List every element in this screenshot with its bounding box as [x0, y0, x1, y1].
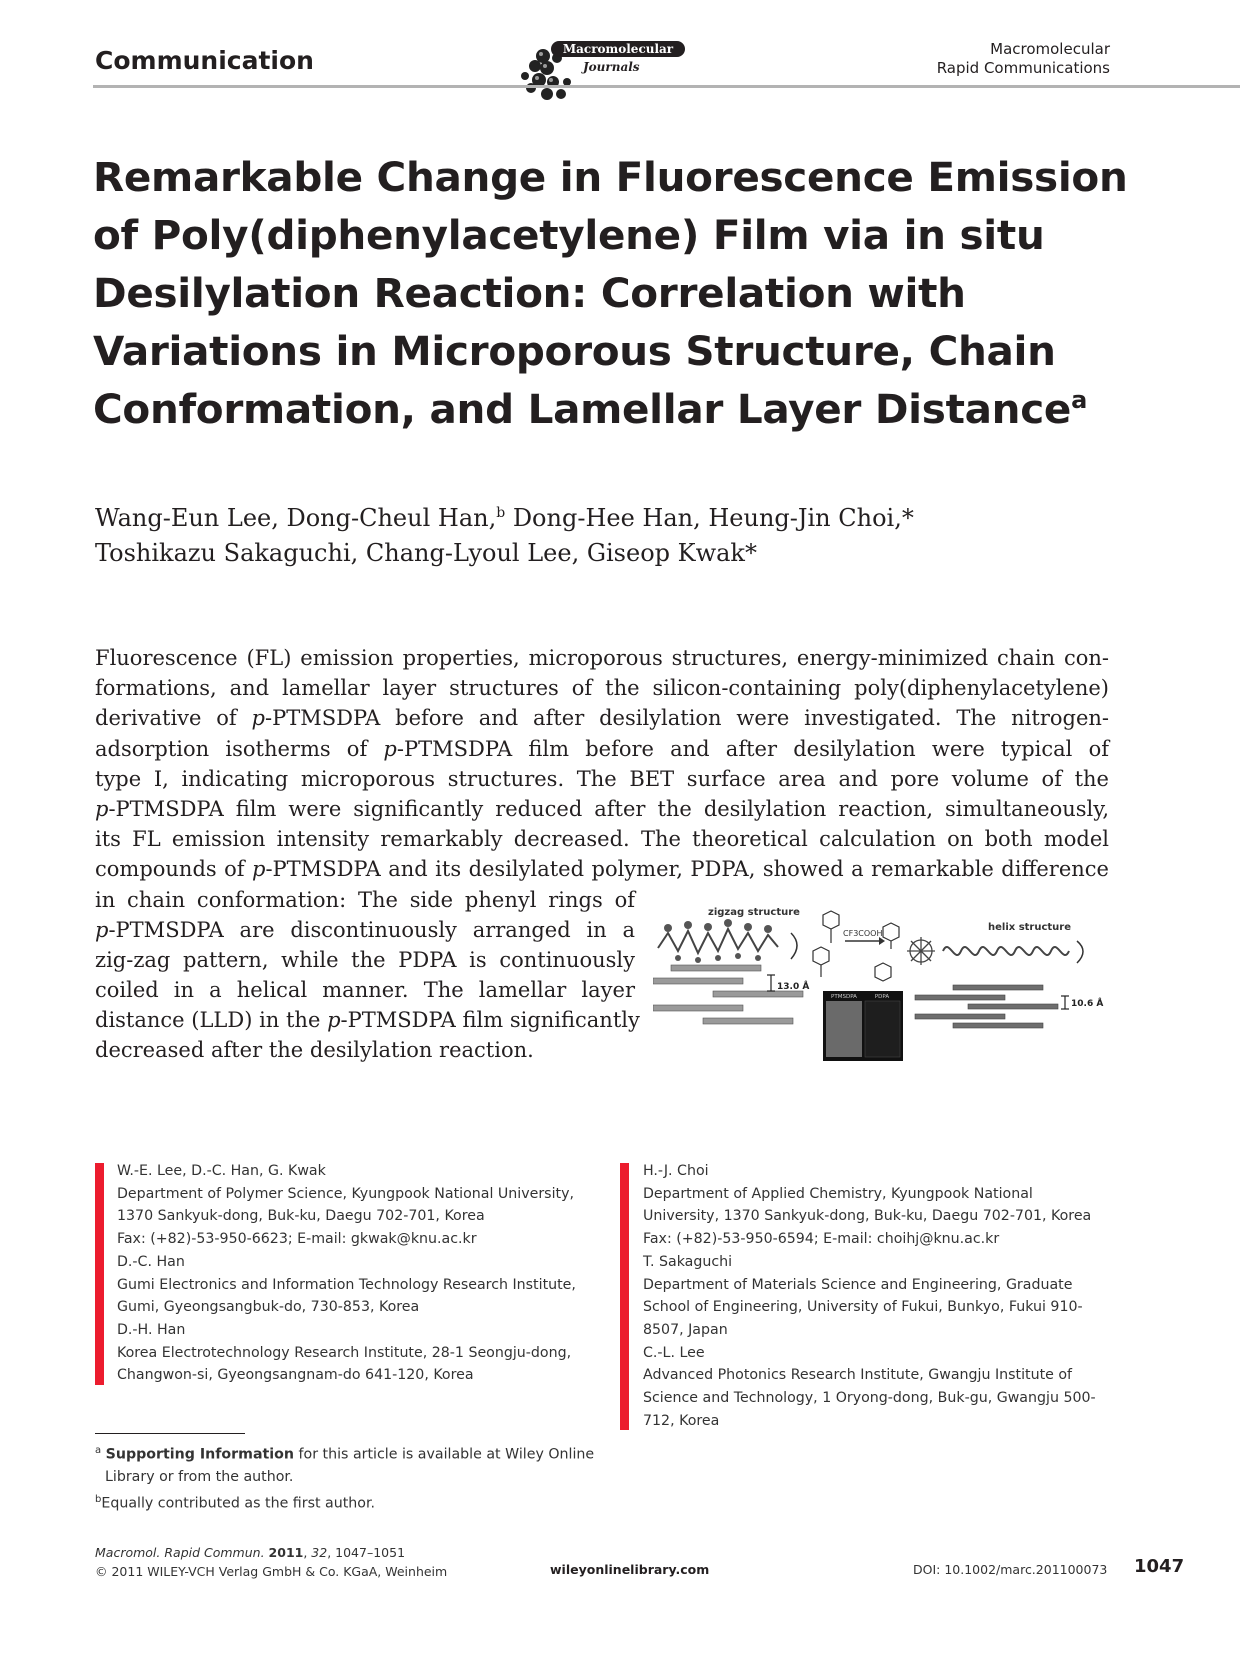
page-number: 1047 — [1134, 1556, 1185, 1577]
toc-graphic — [653, 903, 1113, 1063]
footnote-rule — [95, 1433, 245, 1434]
lamellar-layers-left — [653, 965, 803, 1024]
header-rule — [93, 85, 1240, 88]
zigzag-label: zigzag structure — [708, 907, 800, 918]
section-label: Communication — [95, 46, 314, 75]
abstract: Fluorescence (FL) emission properties, microporous structures, energy-minimized chain con- formations, and lamellar layer structures of the silicon-containing poly(diphenylacetylene) derivative of p-PTMSDPA before and after desilylation were investigated. The nitrogen- adsorption isotherms of p-PTMSDPA film before and after desilylation were typical of type I, indicating microporous structures. The BET surface area and pore volume of the p-PTMSDPA film were significantly reduced after the desilylation reaction, simultaneously, its FL emission intensity remarkably decreased. The theoretical calculation on both model compounds of p-PTMSDPA and its desilylated polymer, PDPA, showed a remarkable difference in chain conformation: The side phenyl rings of p-PTMSDPA are discontinuously arranged in a zig-zag pattern, while the PDPA is continuously coiled in a helical manner. The lamellar layer distance (LLD) in the p-PTMSDPA film significantly decreased after the desilylation reaction. — [95, 646, 1110, 1063]
affiliation-bar-left — [95, 1163, 104, 1385]
film-pdpa — [865, 1001, 900, 1057]
website-link[interactable]: wileyonlinelibrary.com — [550, 1562, 710, 1577]
zigzag-side-groups — [664, 919, 772, 963]
logo-subtitle: Journals — [583, 60, 640, 74]
footnotes: $^a$ Supporting Information for this article is available at Wiley Online Library or from the author. $^b$Equally contributed as the first author. — [95, 1445, 595, 1512]
helix-starburst-icon — [907, 937, 935, 965]
distance-marker-left — [767, 975, 775, 991]
author-list: Wang-Eun Lee, Dong-Cheul Han,$^b$ Dong-Hee Han, Heung-Jin Choi,* Toshikazu Sakaguchi, Chang-Lyoul Lee, Giseop Kwak* — [95, 504, 914, 567]
zigzag-chain — [658, 929, 778, 953]
lamellar-layers-right — [915, 985, 1058, 1028]
journal-name: Macromolecular Rapid Communications — [936, 40, 1110, 77]
logo-title: Macromolecular — [562, 42, 674, 56]
film-right-label: PDPA — [874, 994, 890, 1000]
distance-left: 13.0 Å — [777, 982, 810, 992]
helix-chain — [943, 947, 1069, 955]
affiliations-left: W.-E. Lee, D.-C. Han, G. Kwak Department of Polymer Science, Kyungpook National University, 1370 Sankyuk-dong, Buk-ku, Daegu 702-701, Korea Fax: (+82)-53-950-6623; E-mail: gkwak@knu.ac.kr D.-C. Han Gumi Electronics and Information Technology Research Institute, Gumi, Gyeongsangbuk-do, 730-853, Korea D.-H. Han Korea Electrotechnology Research Institute, 28-1 Seongju-dong, Changwon-si, Gyeongsangnam-do 641-120, Korea — [117, 1163, 576, 1384]
reagent-label: CF3COOH — [843, 929, 883, 938]
rotate-arrow-icon — [791, 933, 797, 959]
affiliations-right: H.-J. Choi Department of Applied Chemistry, Kyungpook National University, 1370 Sankyuk-dong, Buk-ku, Daegu 702-701, Korea Fax: (+82)-53-950-6594; E-mail: choihj@knu.ac.kr T. Sakaguchi Department of Materials Science and Engineering, Graduate School of Engineering, University of Fukui, Bunkyo, Fukui 910- 8507, Japan C.-L. Lee Advanced Photonics Research Institute, Gwangju Institute of Science and Technology, 1 Oryong-dong, Buk-gu, Gwangju 500- 712, Korea — [643, 1163, 1096, 1429]
rotate-arrow-icon — [1077, 941, 1083, 963]
monomer-structure — [813, 911, 899, 981]
article-title: Remarkable Change in Fluorescence Emission of Poly(diphenylacetylene) Film via in situ Desilylation Reaction: Correlation with Variations in Microporous Structure, Chain Conformation, and Lamellar Layer Distance$^a$ — [93, 153, 1128, 433]
distance-right: 10.6 Å — [1071, 999, 1104, 1009]
doi: DOI: 10.1002/marc.201100073 — [913, 1562, 1108, 1577]
citation: Macromol. Rapid Commun. 2011, 32, 1047–1051 © 2011 WILEY-VCH Verlag GmbH & Co. KGaA, Weinheim — [95, 1545, 448, 1579]
helix-label: helix structure — [988, 922, 1072, 933]
journal-logo — [513, 36, 693, 106]
title-footnote-mark: a — [1071, 386, 1087, 414]
film-left-label: PTMSDPA — [831, 994, 857, 1000]
affiliation-bar-right — [620, 1163, 629, 1430]
film-ptmsdpa — [826, 1001, 862, 1057]
distance-marker-right — [1061, 996, 1069, 1009]
